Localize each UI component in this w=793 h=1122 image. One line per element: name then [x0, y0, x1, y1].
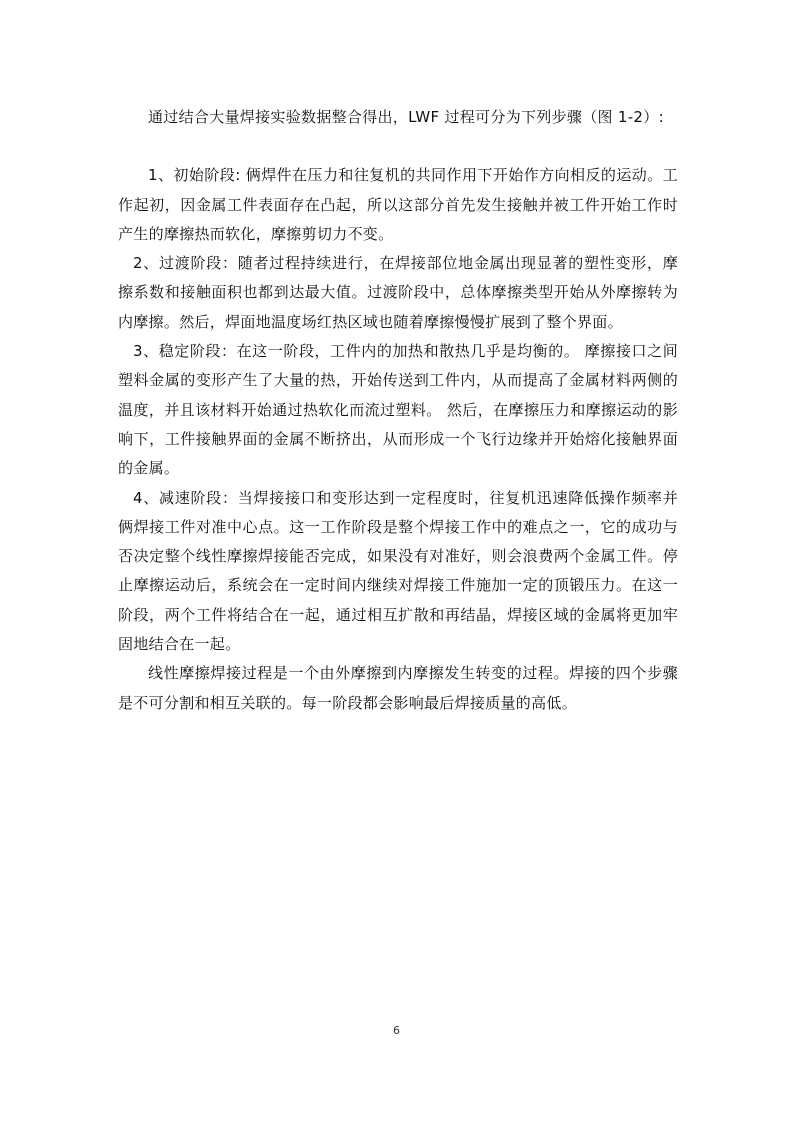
page-number: 6 — [393, 1024, 400, 1037]
step-1-paragraph: 1、初始阶段: 俩焊件在压力和往复机的共同作用下开始作方向相反的运动。工作起初，因金属工件表面存在凸起，所以这部分首先发生接触并被工件开始工作时产生的摩擦热而软化，摩擦剪切力不变。 — [118, 166, 678, 243]
step-4-paragraph: 4、减速阶段：当焊接接口和变形达到一定程度时，往复机迅速降低操作频率并俩焊接工件对准中心点。这一工作阶段是整个焊接工作中的难点之一，它的成功与否决定整个线性摩擦焊接能否完成，如果没有对准好，则会浪费两个金属工件。停止摩擦运动后，系统会在一定时间内继续对焊接工件施加一定的顶锻压力。在这一阶段，两个工件将结合在一起，通过相互扩散和再结晶，焊接区域的金属将更加牢固地结合在一起。 — [118, 488, 678, 654]
step-3-paragraph: 3、稳定阶段：在这一阶段，工件内的加热和散热几乎是均衡的。 摩擦接口之间塑料金属的变形产生了大量的热，开始传送到工件内，从而提高了金属材料两侧的温度，并且该材料开始通过热软化而流过塑料。 然后，在摩擦压力和摩擦运动的影响下，工件接触界面的金属不断挤出，从而形成一个飞行边缘并开始熔化接触界面的金属。 — [118, 342, 678, 478]
body-text — [118, 103, 678, 718]
step-2-paragraph: 2、过渡阶段：随者过程持续进行，在焊接部位地金属出现显著的塑性变形，摩擦系数和接触面积也都到达最大值。过渡阶段中，总体摩擦类型开始从外摩擦转为内摩擦。然后，焊面地温度场红热区域也随着摩擦慢慢扩展到了整个界面。 — [118, 254, 678, 331]
intro-paragraph: 通过结合大量焊接实验数据整合得出，LWF 过程可分为下列步骤（图 1-2）: — [148, 108, 664, 126]
closing-paragraph: 线性摩擦焊接过程是一个由外摩擦到内摩擦发生转变的过程。焊接的四个步骤是不可分割和相互关联的。每一阶段都会影响最后焊接质量的高低。 — [118, 664, 678, 712]
